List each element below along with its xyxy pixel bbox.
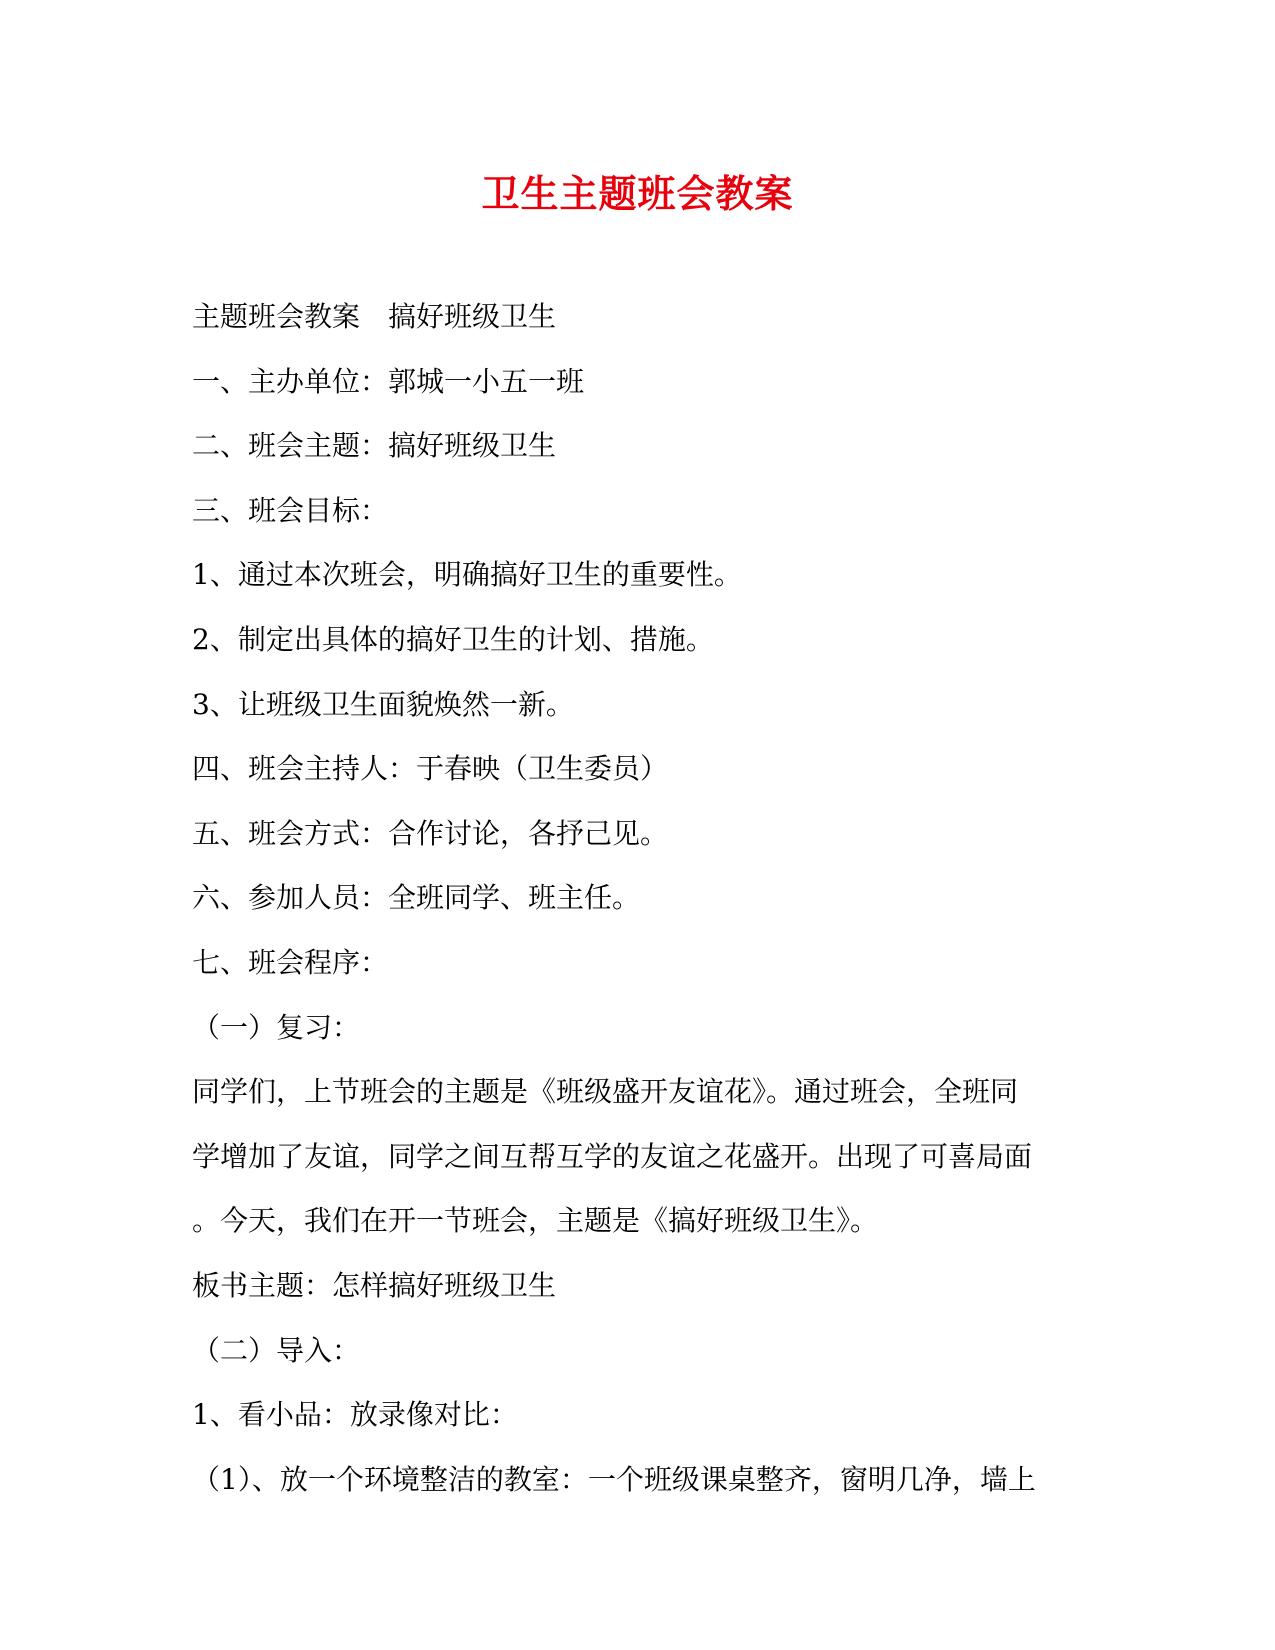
paragraph-line: （1）、放一个环境整洁的教室：一个班级课桌整齐，窗明几净，墙上 [192, 1462, 1036, 1496]
paragraph-line: 。今天，我们在开一节班会，主题是《搞好班级卫生》。 [192, 1204, 879, 1238]
paragraph-line: 五、班会方式：合作讨论，各抒己见。 [192, 816, 669, 850]
paragraph-line: 六、参加人员：全班同学、班主任。 [192, 881, 641, 915]
paragraph-line: 二、班会主题：搞好班级卫生 [192, 429, 557, 463]
paragraph-line: （二）导入： [192, 1333, 361, 1367]
paragraph-line: 学增加了友谊，同学之间互帮互学的友谊之花盛开。出现了可喜局面 [192, 1139, 1033, 1173]
document-title: 卫生主题班会教案 [481, 171, 794, 216]
paragraph-line: 1、看小品：放录像对比： [192, 1398, 518, 1432]
paragraph-line: 3、让班级卫生面貌焕然一新。 [192, 687, 574, 721]
paragraph-line: 三、班会目标： [192, 493, 389, 527]
paragraph-line: 1、通过本次班会，明确搞好卫生的重要性。 [192, 558, 742, 592]
paragraph-line: 2、制定出具体的搞好卫生的计划、措施。 [192, 622, 714, 656]
paragraph-line: 板书主题：怎样搞好班级卫生 [192, 1268, 557, 1302]
paragraph-line: 一、主办单位：郭城一小五一班 [192, 364, 585, 398]
paragraph-line: 主题班会教案 搞好班级卫生 [192, 300, 557, 333]
paragraph-line: 四、班会主持人：于春映（卫生委员） [192, 752, 669, 786]
paragraph-line: 同学们，上节班会的主题是《班级盛开友谊花》。通过班会，全班同 [192, 1075, 1019, 1109]
document-body [192, 285, 1092, 1512]
paragraph-line: （一）复习： [192, 1010, 361, 1044]
paragraph-line: 七、班会程序： [192, 945, 389, 979]
